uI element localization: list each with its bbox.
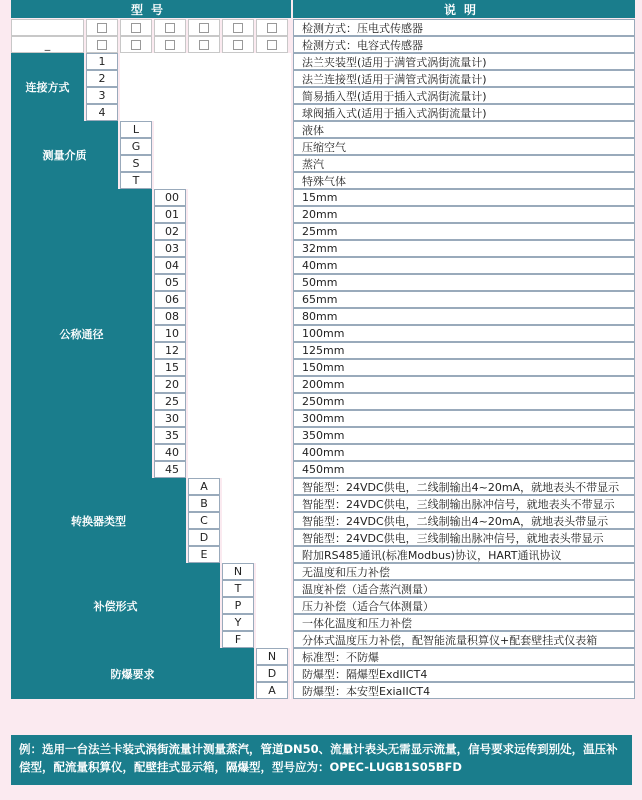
code-cell: 04 [154, 257, 186, 274]
code-cell: 25 [154, 393, 186, 410]
checkbox-cell [86, 36, 118, 53]
code-cell: 10 [154, 325, 186, 342]
spacer-cell [154, 121, 291, 189]
code-cell: 15 [154, 359, 186, 376]
code-cell: 03 [154, 240, 186, 257]
section-label: 转换器类型 [11, 478, 186, 563]
code-cell: 40 [154, 444, 186, 461]
checkbox-cell [222, 19, 254, 36]
description-cell: 压力补偿（适合气体测量） [293, 597, 635, 614]
code-cell: C [188, 512, 220, 529]
description-cell: 球阀插入式(适用于插入式涡街流量计) [293, 104, 635, 121]
checkbox-cell [188, 19, 220, 36]
checkbox-square-icon [267, 40, 277, 50]
description-cell: 标准型：不防爆 [293, 648, 635, 665]
checkbox-square-icon [131, 40, 141, 50]
code-cell: 08 [154, 308, 186, 325]
prefix-cell: _ [11, 36, 84, 53]
description-cell: 400mm [293, 444, 635, 461]
section-label: 补偿形式 [11, 563, 220, 648]
code-cell: 1 [86, 53, 118, 70]
description-cell: 20mm [293, 206, 635, 223]
spacer-cell [222, 478, 291, 563]
code-cell: 35 [154, 427, 186, 444]
code-cell: B [188, 495, 220, 512]
description-cell: 法兰连接型(适用于满管式涡街流量计) [293, 70, 635, 87]
description-cell: 32mm [293, 240, 635, 257]
code-cell: P [222, 597, 254, 614]
code-cell: 02 [154, 223, 186, 240]
checkbox-cell [256, 19, 288, 36]
description-cell: 300mm [293, 410, 635, 427]
checkbox-square-icon [267, 23, 277, 33]
description-cell: 法兰夹装型(适用于满管式涡街流量计) [293, 53, 635, 70]
description-cell: 压缩空气 [293, 138, 635, 155]
spacer-cell [256, 563, 291, 648]
code-cell: T [120, 172, 152, 189]
description-cell: 防爆型：本安型ExiaIICT4 [293, 682, 635, 699]
code-cell: T [222, 580, 254, 597]
checkbox-square-icon [97, 40, 107, 50]
description-cell: 分体式温度压力补偿，配智能流量积算仪+配套壁挂式仪表箱 [293, 631, 635, 648]
description-cell: 80mm [293, 308, 635, 325]
description-cell: 蒸汽 [293, 155, 635, 172]
description-cell: 25mm [293, 223, 635, 240]
code-cell: 00 [154, 189, 186, 206]
code-cell: 4 [86, 104, 118, 121]
code-cell: 05 [154, 274, 186, 291]
description-cell: 65mm [293, 291, 635, 308]
section-label: 防爆要求 [11, 648, 254, 699]
spacer-cell [188, 189, 291, 478]
model-selection-table [11, 0, 635, 718]
description-cell: 智能型：24VDC供电，二线制输出4~20mA，就地表头不带显示 [293, 478, 635, 495]
example-note: 例：选用一台法兰卡装式涡街流量计测量蒸汽，管道DN50、流量计表头无需显示流量，信号要求远传到别处，温压补偿型，配流量积算仪，配壁挂式显示箱，隔爆型，型号应为：OPEC-LUGB1S05BFD [11, 735, 632, 785]
checkbox-square-icon [233, 23, 243, 33]
checkbox-square-icon [199, 40, 209, 50]
description-cell: 无温度和压力补偿 [293, 563, 635, 580]
code-cell: F [222, 631, 254, 648]
checkbox-square-icon [233, 40, 243, 50]
checkbox-square-icon [165, 23, 175, 33]
description-cell: 450mm [293, 461, 635, 478]
description-cell: 125mm [293, 342, 635, 359]
checkbox-square-icon [97, 23, 107, 33]
checkbox-square-icon [199, 23, 209, 33]
code-cell: E [188, 546, 220, 563]
description-cell: 液体 [293, 121, 635, 138]
checkbox-square-icon [131, 23, 141, 33]
code-cell: N [256, 648, 288, 665]
code-cell: A [188, 478, 220, 495]
checkbox-cell [256, 36, 288, 53]
description-cell: 防爆型：隔爆型ExdIICT4 [293, 665, 635, 682]
description-header: 说明 [293, 0, 635, 18]
description-cell: 智能型：24VDC供电，二线制输出4~20mA，就地表头带显示 [293, 512, 635, 529]
checkbox-cell [154, 36, 186, 53]
description-cell: 检测方式：压电式传感器 [293, 19, 635, 36]
checkbox-cell [120, 36, 152, 53]
code-cell: 06 [154, 291, 186, 308]
description-cell: 150mm [293, 359, 635, 376]
code-cell: 30 [154, 410, 186, 427]
prefix-cell [11, 19, 84, 36]
description-cell: 简易插入型(适用于插入式涡街流量计) [293, 87, 635, 104]
description-cell: 250mm [293, 393, 635, 410]
code-cell: S [120, 155, 152, 172]
section-label: 连接方式 [11, 53, 84, 121]
description-cell: 200mm [293, 376, 635, 393]
code-cell: A [256, 682, 288, 699]
description-cell: 附加RS485通讯(标准Modbus)协议，HART通讯协议 [293, 546, 635, 563]
description-cell: 15mm [293, 189, 635, 206]
checkbox-cell [120, 19, 152, 36]
code-cell: L [120, 121, 152, 138]
code-cell: G [120, 138, 152, 155]
section-label: 公称通径 [11, 189, 152, 478]
spacer-cell [120, 53, 291, 121]
code-cell: N [222, 563, 254, 580]
section-label: 测量介质 [11, 121, 118, 189]
code-cell: D [188, 529, 220, 546]
description-cell: 40mm [293, 257, 635, 274]
checkbox-cell [86, 19, 118, 36]
code-cell: 45 [154, 461, 186, 478]
description-cell: 智能型：24VDC供电，三线制输出脉冲信号，就地表头带显示 [293, 529, 635, 546]
code-cell: 01 [154, 206, 186, 223]
spacer-cell [290, 648, 291, 699]
description-cell: 智能型：24VDC供电，三线制输出脉冲信号，就地表头不带显示 [293, 495, 635, 512]
code-cell: 20 [154, 376, 186, 393]
checkbox-cell [188, 36, 220, 53]
description-cell: 50mm [293, 274, 635, 291]
code-cell: 12 [154, 342, 186, 359]
description-cell: 特殊气体 [293, 172, 635, 189]
description-cell: 检测方式：电容式传感器 [293, 36, 635, 53]
code-cell: 2 [86, 70, 118, 87]
checkbox-cell [222, 36, 254, 53]
description-cell: 100mm [293, 325, 635, 342]
checkbox-square-icon [165, 40, 175, 50]
description-cell: 一体化温度和压力补偿 [293, 614, 635, 631]
code-cell: D [256, 665, 288, 682]
description-cell: 350mm [293, 427, 635, 444]
code-cell: 3 [86, 87, 118, 104]
code-cell: Y [222, 614, 254, 631]
checkbox-cell [154, 19, 186, 36]
model-header: 型号 [11, 0, 291, 18]
description-cell: 温度补偿（适合蒸汽测量） [293, 580, 635, 597]
